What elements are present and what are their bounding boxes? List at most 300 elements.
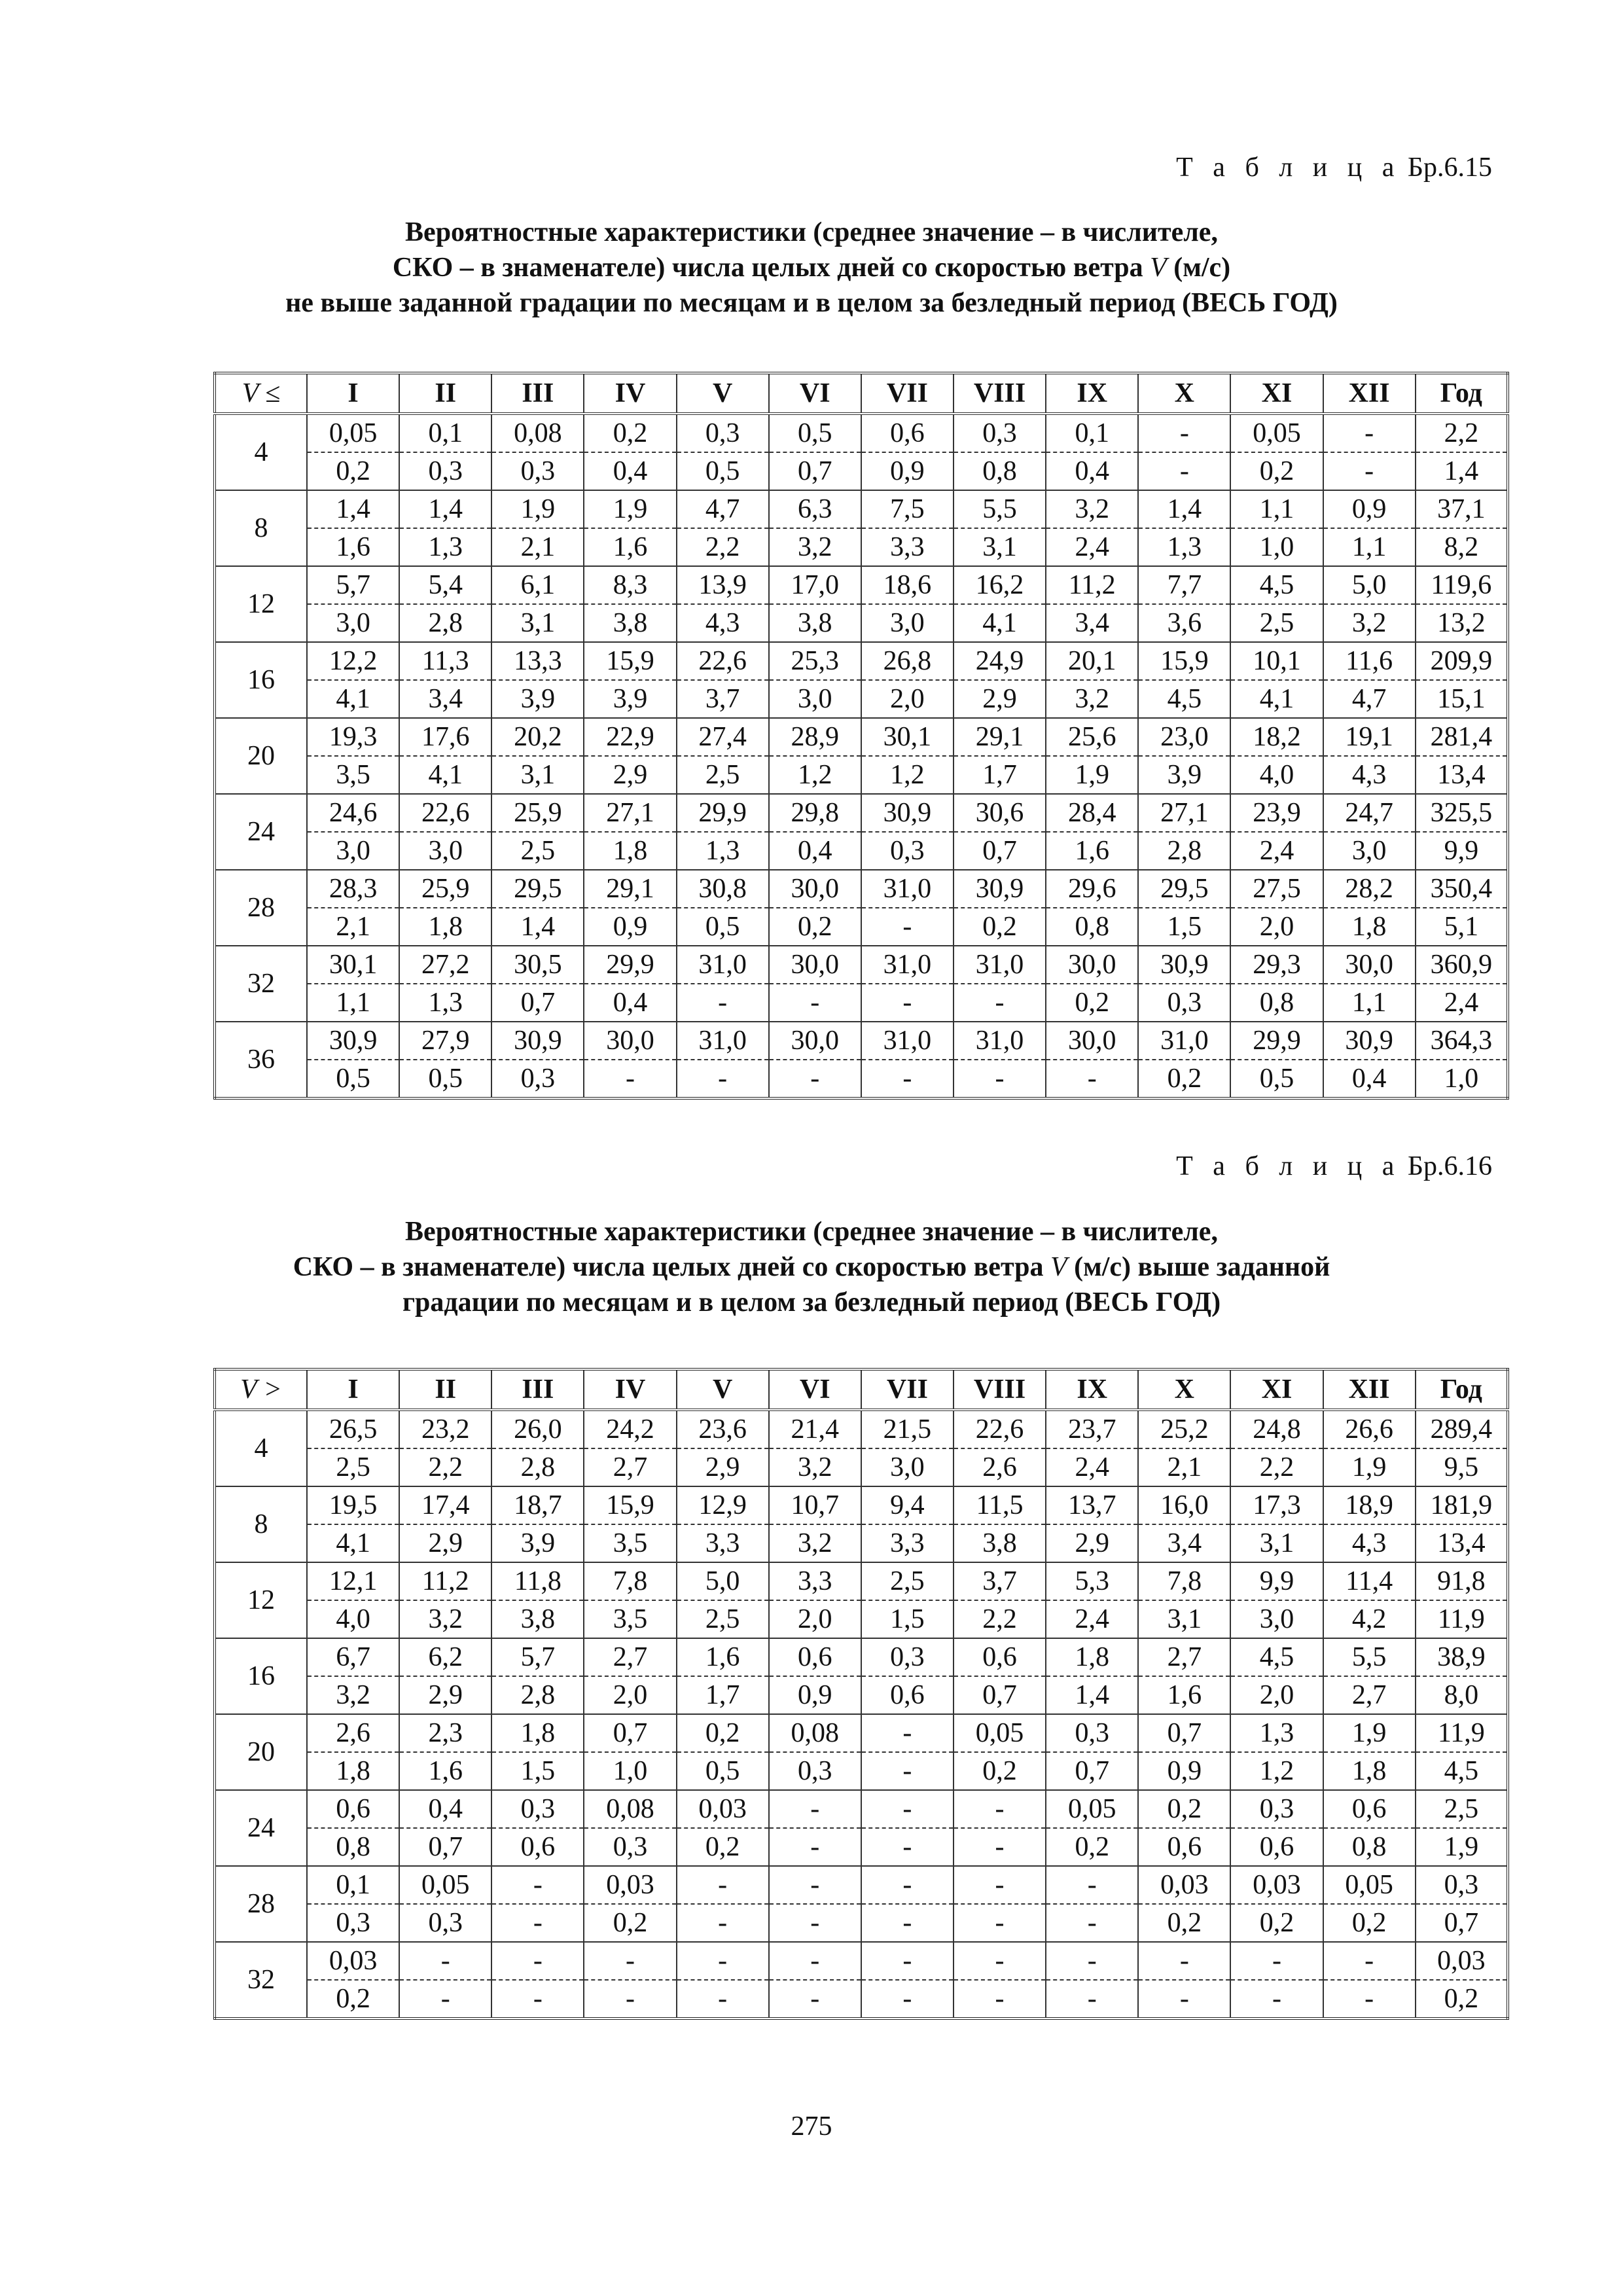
sko-cell: 2,5 <box>1230 604 1323 642</box>
table-row-sko <box>215 1752 1508 1790</box>
sko-cell: 4,0 <box>1230 756 1323 794</box>
title-text: СКО – в знаменателе) числа целых дней со скоростью ветра <box>392 253 1143 283</box>
title-line <box>196 250 1427 285</box>
sko-cell: 0,2 <box>584 1904 676 1942</box>
mean-cell: 1,1 <box>1230 490 1323 528</box>
sko-cell: 1,1 <box>1323 984 1416 1022</box>
sko-cell: 0,7 <box>769 452 861 490</box>
table-row-mean <box>215 1942 1508 1980</box>
table-row-sko <box>215 908 1508 946</box>
mean-cell: 5,7 <box>491 1638 584 1676</box>
table-row-sko <box>215 604 1508 642</box>
mean-cell: 26,5 <box>307 1410 399 1448</box>
mean-cell: 3,2 <box>1046 490 1138 528</box>
table-label-prefix: Т а б л и ц а <box>1176 152 1401 183</box>
sko-cell: 2,8 <box>399 604 491 642</box>
sko-cell: 0,3 <box>491 452 584 490</box>
mean-cell: 15,9 <box>1138 642 1230 680</box>
mean-cell: - <box>769 1790 861 1828</box>
sko-cell: 3,0 <box>307 604 399 642</box>
mean-cell: 0,08 <box>491 414 584 452</box>
sko-cell: 2,9 <box>584 756 676 794</box>
title-variable: V <box>1150 253 1167 283</box>
mean-cell: - <box>769 1866 861 1904</box>
mean-cell: 29,9 <box>1230 1022 1323 1060</box>
sko-cell: 4,0 <box>307 1600 399 1638</box>
mean-cell: 11,2 <box>399 1562 491 1600</box>
sko-cell: 3,8 <box>954 1524 1046 1562</box>
sko-cell: 0,7 <box>1416 1904 1508 1942</box>
sko-cell: 3,5 <box>584 1600 676 1638</box>
sko-cell: 3,1 <box>954 528 1046 566</box>
sko-cell: 13,4 <box>1416 756 1508 794</box>
row-gradation: 8 <box>215 490 307 566</box>
mean-cell: 17,6 <box>399 718 491 756</box>
mean-cell: 29,1 <box>584 870 676 908</box>
mean-cell: 30,1 <box>307 946 399 984</box>
mean-cell: 23,7 <box>1046 1410 1138 1448</box>
column-header: IX <box>1046 1369 1138 1410</box>
sko-cell: 4,2 <box>1323 1600 1416 1638</box>
mean-cell: - <box>584 1942 676 1980</box>
mean-cell: - <box>1046 1866 1138 1904</box>
sko-cell: 4,3 <box>1323 1524 1416 1562</box>
mean-cell: 16,0 <box>1138 1486 1230 1524</box>
sko-cell: 1,0 <box>584 1752 676 1790</box>
sko-cell: - <box>861 1828 954 1866</box>
mean-cell: 11,3 <box>399 642 491 680</box>
mean-cell: 0,6 <box>307 1790 399 1828</box>
mean-cell: 0,1 <box>1046 414 1138 452</box>
data-table-2 <box>213 1368 1509 2020</box>
column-header: XI <box>1230 1369 1323 1410</box>
column-header: IX <box>1046 373 1138 414</box>
sko-cell: 1,3 <box>399 984 491 1022</box>
mean-cell: 3,7 <box>954 1562 1046 1600</box>
mean-cell: 0,3 <box>954 414 1046 452</box>
table-row-sko <box>215 984 1508 1022</box>
table-row-sko <box>215 1600 1508 1638</box>
table-row-sko <box>215 832 1508 870</box>
sko-cell: 1,5 <box>491 1752 584 1790</box>
sko-cell: 2,9 <box>399 1676 491 1714</box>
sko-cell: 0,3 <box>1138 984 1230 1022</box>
mean-cell: 26,0 <box>491 1410 584 1448</box>
table-row-sko <box>215 1524 1508 1562</box>
table-row-sko <box>215 756 1508 794</box>
mean-cell: 6,2 <box>399 1638 491 1676</box>
sko-cell: 0,5 <box>677 908 769 946</box>
row-gradation: 16 <box>215 642 307 718</box>
mean-cell: 5,7 <box>307 566 399 604</box>
sko-cell: 0,2 <box>954 1752 1046 1790</box>
row-gradation: 28 <box>215 1866 307 1942</box>
sko-cell: 0,8 <box>1323 1828 1416 1866</box>
mean-cell: 2,6 <box>307 1714 399 1752</box>
sko-cell: 3,8 <box>584 604 676 642</box>
sko-cell: 0,8 <box>307 1828 399 1866</box>
mean-cell: 364,3 <box>1416 1022 1508 1060</box>
mean-cell: 30,8 <box>677 870 769 908</box>
title-variable: V <box>1050 1252 1067 1282</box>
mean-cell: - <box>399 1942 491 1980</box>
sko-cell: 2,1 <box>1138 1448 1230 1486</box>
sko-cell: 1,2 <box>769 756 861 794</box>
mean-cell: 25,3 <box>769 642 861 680</box>
mean-cell: - <box>861 1942 954 1980</box>
row-gradation: 4 <box>215 414 307 490</box>
mean-cell: 5,0 <box>1323 566 1416 604</box>
column-header-v: V ≤ <box>215 373 307 414</box>
mean-cell: 1,4 <box>399 490 491 528</box>
sko-cell: 0,4 <box>1046 452 1138 490</box>
mean-cell: 24,6 <box>307 794 399 832</box>
sko-cell: 1,1 <box>1323 528 1416 566</box>
mean-cell: 0,03 <box>584 1866 676 1904</box>
sko-cell: 4,1 <box>399 756 491 794</box>
column-header: III <box>491 373 584 414</box>
sko-cell: 13,4 <box>1416 1524 1508 1562</box>
sko-cell: 3,0 <box>769 680 861 718</box>
mean-cell: 30,9 <box>307 1022 399 1060</box>
mean-cell: - <box>491 1942 584 1980</box>
mean-cell: 23,0 <box>1138 718 1230 756</box>
sko-cell: 11,9 <box>1416 1600 1508 1638</box>
sko-cell: 3,8 <box>769 604 861 642</box>
sko-cell: 1,6 <box>1046 832 1138 870</box>
sko-cell: 0,2 <box>307 1980 399 2018</box>
mean-cell: 27,5 <box>1230 870 1323 908</box>
sko-cell: - <box>954 1904 1046 1942</box>
mean-cell: 4,5 <box>1230 566 1323 604</box>
mean-cell: 0,03 <box>1416 1942 1508 1980</box>
sko-cell: 3,2 <box>769 528 861 566</box>
sko-cell: 0,9 <box>769 1676 861 1714</box>
sko-cell: 3,1 <box>1230 1524 1323 1562</box>
mean-cell: 26,6 <box>1323 1410 1416 1448</box>
sko-cell: 0,3 <box>399 1904 491 1942</box>
table-title-2 <box>196 1214 1427 1320</box>
mean-cell: 1,9 <box>491 490 584 528</box>
mean-cell: 18,6 <box>861 566 954 604</box>
mean-cell: - <box>1138 414 1230 452</box>
sko-cell: 2,5 <box>677 1600 769 1638</box>
mean-cell: 28,2 <box>1323 870 1416 908</box>
row-gradation: 12 <box>215 1562 307 1638</box>
table-row-mean <box>215 1486 1508 1524</box>
sko-cell: 0,2 <box>1323 1904 1416 1942</box>
sko-cell: 2,4 <box>1230 832 1323 870</box>
sko-cell: 2,8 <box>491 1676 584 1714</box>
mean-cell: 18,9 <box>1323 1486 1416 1524</box>
table-row-mean <box>215 794 1508 832</box>
mean-cell: 0,5 <box>769 414 861 452</box>
sko-cell: 0,4 <box>769 832 861 870</box>
column-header: XI <box>1230 373 1323 414</box>
header-row <box>215 1369 1508 1410</box>
mean-cell: 0,05 <box>399 1866 491 1904</box>
mean-cell: 16,2 <box>954 566 1046 604</box>
mean-cell: 30,9 <box>1138 946 1230 984</box>
sko-cell: 1,7 <box>677 1676 769 1714</box>
mean-cell: - <box>677 1942 769 1980</box>
sko-cell: 2,7 <box>1323 1676 1416 1714</box>
title-line: не выше заданной градации по месяцам и в целом за безледный период (ВЕСЬ ГОД) <box>285 288 1338 318</box>
mean-cell: 13,9 <box>677 566 769 604</box>
sko-cell: 0,2 <box>954 908 1046 946</box>
mean-cell: 25,2 <box>1138 1410 1230 1448</box>
mean-cell: 0,05 <box>954 1714 1046 1752</box>
sko-cell: 0,5 <box>677 452 769 490</box>
sko-cell: 2,4 <box>1046 1448 1138 1486</box>
mean-cell: 27,1 <box>584 794 676 832</box>
mean-cell: 15,9 <box>584 1486 676 1524</box>
column-header: X <box>1138 1369 1230 1410</box>
mean-cell: 0,05 <box>1230 414 1323 452</box>
sko-cell: - <box>1230 1980 1323 2018</box>
row-gradation: 20 <box>215 718 307 794</box>
mean-cell: 7,5 <box>861 490 954 528</box>
sko-cell: - <box>861 1752 954 1790</box>
mean-cell: 0,6 <box>1323 1790 1416 1828</box>
sko-cell: - <box>677 1904 769 1942</box>
sko-cell: 9,5 <box>1416 1448 1508 1486</box>
sko-cell: 1,8 <box>584 832 676 870</box>
sko-cell: 3,0 <box>307 832 399 870</box>
sko-cell: 2,0 <box>1230 1676 1323 1714</box>
mean-cell: 27,2 <box>399 946 491 984</box>
sko-cell: 3,3 <box>861 1524 954 1562</box>
mean-cell: 31,0 <box>677 1022 769 1060</box>
sko-cell: 0,6 <box>1138 1828 1230 1866</box>
sko-cell: 1,0 <box>1230 528 1323 566</box>
sko-cell: 1,5 <box>1138 908 1230 946</box>
table-row-mean <box>215 566 1508 604</box>
mean-cell: 31,0 <box>677 946 769 984</box>
mean-cell: 0,2 <box>1138 1790 1230 1828</box>
mean-cell: 21,4 <box>769 1410 861 1448</box>
mean-cell: 0,05 <box>1323 1866 1416 1904</box>
mean-cell: 29,6 <box>1046 870 1138 908</box>
sko-cell: 3,3 <box>861 528 954 566</box>
mean-cell: 28,9 <box>769 718 861 756</box>
row-gradation: 12 <box>215 566 307 642</box>
mean-cell: 17,4 <box>399 1486 491 1524</box>
sko-cell: - <box>491 1980 584 2018</box>
sko-cell: 0,4 <box>584 452 676 490</box>
column-header: VI <box>769 373 861 414</box>
sko-cell: 3,0 <box>1230 1600 1323 1638</box>
column-header: X <box>1138 373 1230 414</box>
table-row-sko <box>215 1448 1508 1486</box>
mean-cell: - <box>1323 1942 1416 1980</box>
sko-cell: 5,1 <box>1416 908 1508 946</box>
mean-cell: 26,8 <box>861 642 954 680</box>
sko-cell: 3,2 <box>307 1676 399 1714</box>
sko-cell: 3,0 <box>861 1448 954 1486</box>
sko-cell: 4,5 <box>1138 680 1230 718</box>
sko-cell: 2,9 <box>399 1524 491 1562</box>
sko-cell: 2,4 <box>1046 1600 1138 1638</box>
header-row <box>215 373 1508 414</box>
sko-cell: 0,7 <box>491 984 584 1022</box>
mean-cell: 13,3 <box>491 642 584 680</box>
sko-cell: 2,0 <box>1230 908 1323 946</box>
table-row-sko <box>215 452 1508 490</box>
mean-cell: 91,8 <box>1416 1562 1508 1600</box>
sko-cell: 2,2 <box>1230 1448 1323 1486</box>
sko-cell: 1,0 <box>1416 1060 1508 1098</box>
sko-cell: 3,9 <box>491 1524 584 1562</box>
sko-cell: 1,9 <box>1416 1828 1508 1866</box>
sko-cell: 4,1 <box>954 604 1046 642</box>
mean-cell: 1,3 <box>1230 1714 1323 1752</box>
mean-cell: 11,6 <box>1323 642 1416 680</box>
table-row-mean <box>215 1410 1508 1448</box>
column-header: I <box>307 1369 399 1410</box>
mean-cell: 25,9 <box>399 870 491 908</box>
mean-cell: 119,6 <box>1416 566 1508 604</box>
sko-cell: - <box>1138 452 1230 490</box>
mean-cell: 4,5 <box>1230 1638 1323 1676</box>
title-line: Вероятностные характеристики (среднее значение – в числителе, <box>405 217 1218 247</box>
mean-cell: 22,6 <box>954 1410 1046 1448</box>
sko-cell: 15,1 <box>1416 680 1508 718</box>
sko-cell: - <box>861 984 954 1022</box>
mean-cell: 12,1 <box>307 1562 399 1600</box>
column-header: XII <box>1323 1369 1416 1410</box>
mean-cell: 0,03 <box>1230 1866 1323 1904</box>
mean-cell: 281,4 <box>1416 718 1508 756</box>
mean-cell: - <box>677 1866 769 1904</box>
sko-cell: 0,3 <box>584 1828 676 1866</box>
sko-cell: 3,0 <box>861 604 954 642</box>
sko-cell: 3,2 <box>1046 680 1138 718</box>
sko-cell: 1,7 <box>954 756 1046 794</box>
sko-cell: 0,8 <box>954 452 1046 490</box>
sko-cell: 4,3 <box>1323 756 1416 794</box>
sko-cell: 0,7 <box>954 832 1046 870</box>
mean-cell: 0,6 <box>769 1638 861 1676</box>
table-row-sko <box>215 1060 1508 1098</box>
sko-cell: 3,8 <box>491 1600 584 1638</box>
title-line <box>196 1249 1427 1285</box>
mean-cell: - <box>861 1790 954 1828</box>
mean-cell: 30,0 <box>584 1022 676 1060</box>
mean-cell: 13,7 <box>1046 1486 1138 1524</box>
table-row-sko <box>215 1980 1508 2018</box>
sko-cell: 0,9 <box>861 452 954 490</box>
mean-cell: - <box>1046 1942 1138 1980</box>
mean-cell: 7,7 <box>1138 566 1230 604</box>
sko-cell: 4,1 <box>307 1524 399 1562</box>
sko-cell: 3,4 <box>399 680 491 718</box>
mean-cell: 29,5 <box>491 870 584 908</box>
mean-cell: 25,6 <box>1046 718 1138 756</box>
sko-cell: 1,4 <box>1046 1676 1138 1714</box>
sko-cell: - <box>954 1060 1046 1098</box>
sko-cell: 2,1 <box>491 528 584 566</box>
mean-cell: 2,7 <box>1138 1638 1230 1676</box>
sko-cell: 0,2 <box>1046 1828 1138 1866</box>
row-gradation: 16 <box>215 1638 307 1714</box>
mean-cell: - <box>1230 1942 1323 1980</box>
sko-cell: 2,2 <box>399 1448 491 1486</box>
mean-cell: 6,3 <box>769 490 861 528</box>
sko-cell: 1,3 <box>399 528 491 566</box>
sko-cell: 2,5 <box>307 1448 399 1486</box>
sko-cell: 3,7 <box>677 680 769 718</box>
column-header: II <box>399 373 491 414</box>
title-text: (м/с) выше заданной <box>1067 1252 1330 1282</box>
sko-cell: 1,9 <box>1323 1448 1416 1486</box>
mean-cell: 0,03 <box>307 1942 399 1980</box>
mean-cell: 10,7 <box>769 1486 861 1524</box>
sko-cell: 2,9 <box>954 680 1046 718</box>
table-row-sko <box>215 1676 1508 1714</box>
mean-cell: 0,05 <box>307 414 399 452</box>
mean-cell: 360,9 <box>1416 946 1508 984</box>
table-row-mean <box>215 490 1508 528</box>
sko-cell: 1,8 <box>1323 1752 1416 1790</box>
row-gradation: 8 <box>215 1486 307 1562</box>
sko-cell: - <box>1138 1980 1230 2018</box>
mean-cell: 30,9 <box>491 1022 584 1060</box>
mean-cell: 37,1 <box>1416 490 1508 528</box>
mean-cell: - <box>1323 414 1416 452</box>
mean-cell: 0,1 <box>399 414 491 452</box>
mean-cell: 9,9 <box>1230 1562 1323 1600</box>
table-row-mean <box>215 1866 1508 1904</box>
sko-cell: 3,1 <box>491 756 584 794</box>
mean-cell: 350,4 <box>1416 870 1508 908</box>
sko-cell: 3,2 <box>769 1448 861 1486</box>
mean-cell: 30,0 <box>1046 946 1138 984</box>
mean-cell: - <box>954 1942 1046 1980</box>
sko-cell: 0,5 <box>1230 1060 1323 1098</box>
sko-cell: 2,0 <box>861 680 954 718</box>
sko-cell: 4,1 <box>307 680 399 718</box>
mean-cell: 0,05 <box>1046 1790 1138 1828</box>
mean-cell: 30,0 <box>1046 1022 1138 1060</box>
mean-cell: 1,4 <box>1138 490 1230 528</box>
mean-cell: 0,3 <box>491 1790 584 1828</box>
sko-cell: 3,6 <box>1138 604 1230 642</box>
sko-cell: 0,5 <box>677 1752 769 1790</box>
sko-cell: 8,0 <box>1416 1676 1508 1714</box>
mean-cell: 8,3 <box>584 566 676 604</box>
column-header: XII <box>1323 373 1416 414</box>
sko-cell: 3,2 <box>1323 604 1416 642</box>
sko-cell: 2,5 <box>491 832 584 870</box>
mean-cell: 22,6 <box>677 642 769 680</box>
mean-cell: 1,8 <box>1046 1638 1138 1676</box>
mean-cell: 0,03 <box>1138 1866 1230 1904</box>
mean-cell: 30,9 <box>1323 1022 1416 1060</box>
sko-cell: 0,2 <box>1230 452 1323 490</box>
sko-cell: 0,3 <box>491 1060 584 1098</box>
column-header: IV <box>584 1369 676 1410</box>
sko-cell: 2,4 <box>1046 528 1138 566</box>
sko-cell: - <box>399 1980 491 2018</box>
mean-cell: 18,2 <box>1230 718 1323 756</box>
table-row-mean <box>215 1022 1508 1060</box>
sko-cell: 0,2 <box>1046 984 1138 1022</box>
mean-cell: 0,3 <box>1230 1790 1323 1828</box>
row-gradation: 32 <box>215 1942 307 2018</box>
mean-cell: 7,8 <box>1138 1562 1230 1600</box>
mean-cell: 20,1 <box>1046 642 1138 680</box>
